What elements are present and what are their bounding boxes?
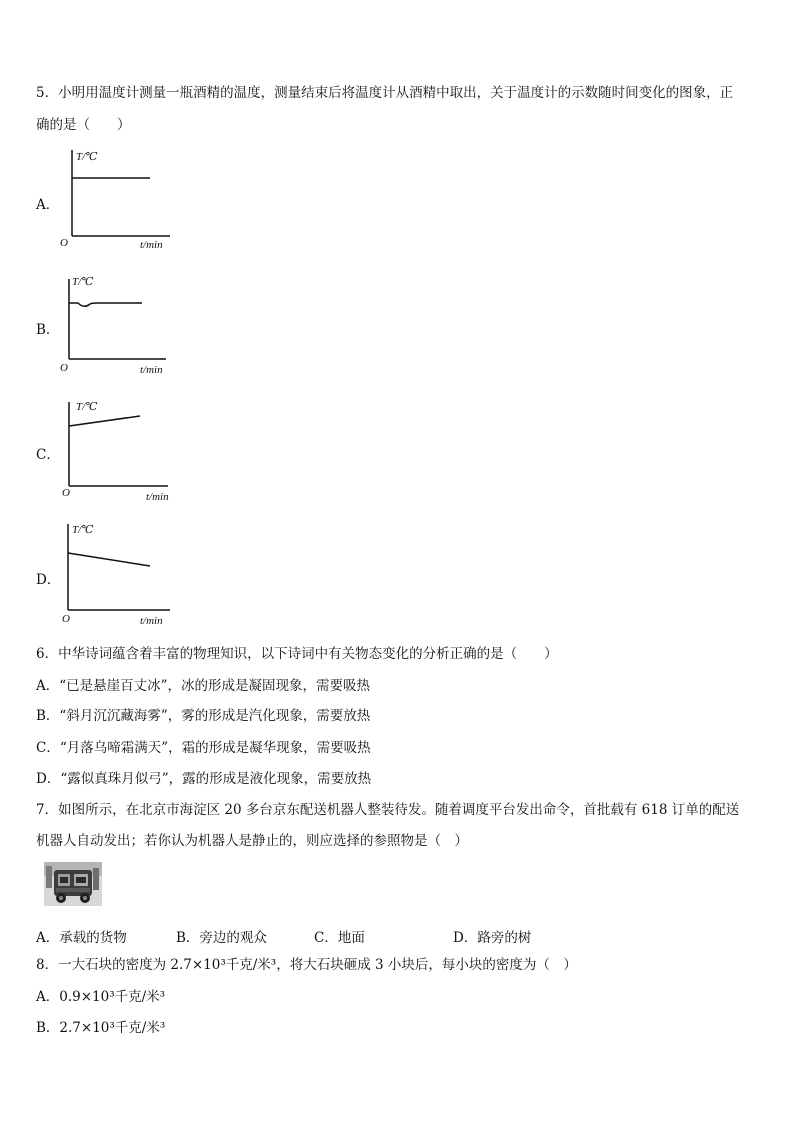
q7-stem-line2: 机器人自动发出；若你认为机器人是静止的，则应选择的参照物是（ ） <box>36 833 468 849</box>
q5-graph-d <box>58 520 178 626</box>
q5-graph-b-origin: O <box>60 362 68 374</box>
q5-option-c-label: C． <box>36 447 60 463</box>
q5-stem-line2: 确的是（ ） <box>36 117 131 133</box>
q5-graph-d-origin: O <box>62 613 70 625</box>
q5-graph-a <box>58 146 178 252</box>
q5-graph-c-xlabel: t/min <box>146 491 169 502</box>
q5-graph-a-ylabel: T/℃ <box>76 151 98 163</box>
q5-graph-c-ylabel: T/℃ <box>76 401 98 413</box>
q5-graph-b-ylabel: T/℃ <box>72 276 94 288</box>
q5-graph-d-xlabel: t/min <box>140 615 163 626</box>
q5-option-d-label: D． <box>36 572 61 588</box>
q6-stem: 6．中华诗词蕴含着丰富的物理知识，以下诗词中有关物态变化的分析正确的是（ ） <box>36 646 558 662</box>
q6-option-a: A．“已是悬崖百丈冰”，冰的形成是凝固现象，需要吸热 <box>36 678 371 694</box>
q5-graph-a-xlabel: t/min <box>140 239 163 251</box>
q5-option-a-label: A． <box>36 197 60 213</box>
q7-option-d: D．路旁的树 <box>453 930 532 946</box>
q7-option-b: B．旁边的观众 <box>176 930 267 946</box>
q5-option-b-label: B． <box>36 322 60 338</box>
q5-graph-d-curve <box>68 553 150 566</box>
q5-graph-b <box>58 271 178 377</box>
q5-graph-b-xlabel: t/min <box>140 364 163 376</box>
q5-graph-b-curve <box>69 303 142 306</box>
q6-option-b: B．“斜月沉沉藏海雾”，雾的形成是汽化现象，需要放热 <box>36 708 371 724</box>
q7-option-a: A．承载的货物 <box>36 930 127 946</box>
q5-graph-a-origin: O <box>60 237 68 249</box>
q6-option-c: C．“月落乌啼霜满天”，霜的形成是凝华现象，需要吸热 <box>36 740 371 756</box>
q7-stem-line1: 7．如图所示，在北京市海淀区 20 多台京东配送机器人整装待发。随着调度平台发出命令，首批载有 618 订单的配送 <box>36 802 740 818</box>
q8-option-a: A．0.9×10³千克/米³ <box>36 989 166 1005</box>
q5-stem-line1: 5．小明用温度计测量一瓶酒精的温度，测量结束后将温度计从酒精中取出，关于温度计的示数随时间变化的图象，正 <box>36 85 734 101</box>
q5-graph-c-curve <box>69 416 140 426</box>
q6-option-d: D．“露似真珠月似弓”，露的形成是液化现象，需要放热 <box>36 771 372 787</box>
q5-graph-c-origin: O <box>62 487 70 499</box>
delivery-robot-image <box>44 862 102 906</box>
q5-graph-c <box>58 396 178 502</box>
q5-graph-d-ylabel: T/℃ <box>72 524 94 536</box>
q7-option-c: C．地面 <box>314 930 365 946</box>
q8-stem: 8．一大石块的密度为 2.7×10³千克/米³，将大石块砸成 3 小块后，每小块的密度为（ ） <box>36 957 577 973</box>
q8-option-b: B．2.7×10³千克/米³ <box>36 1020 166 1036</box>
